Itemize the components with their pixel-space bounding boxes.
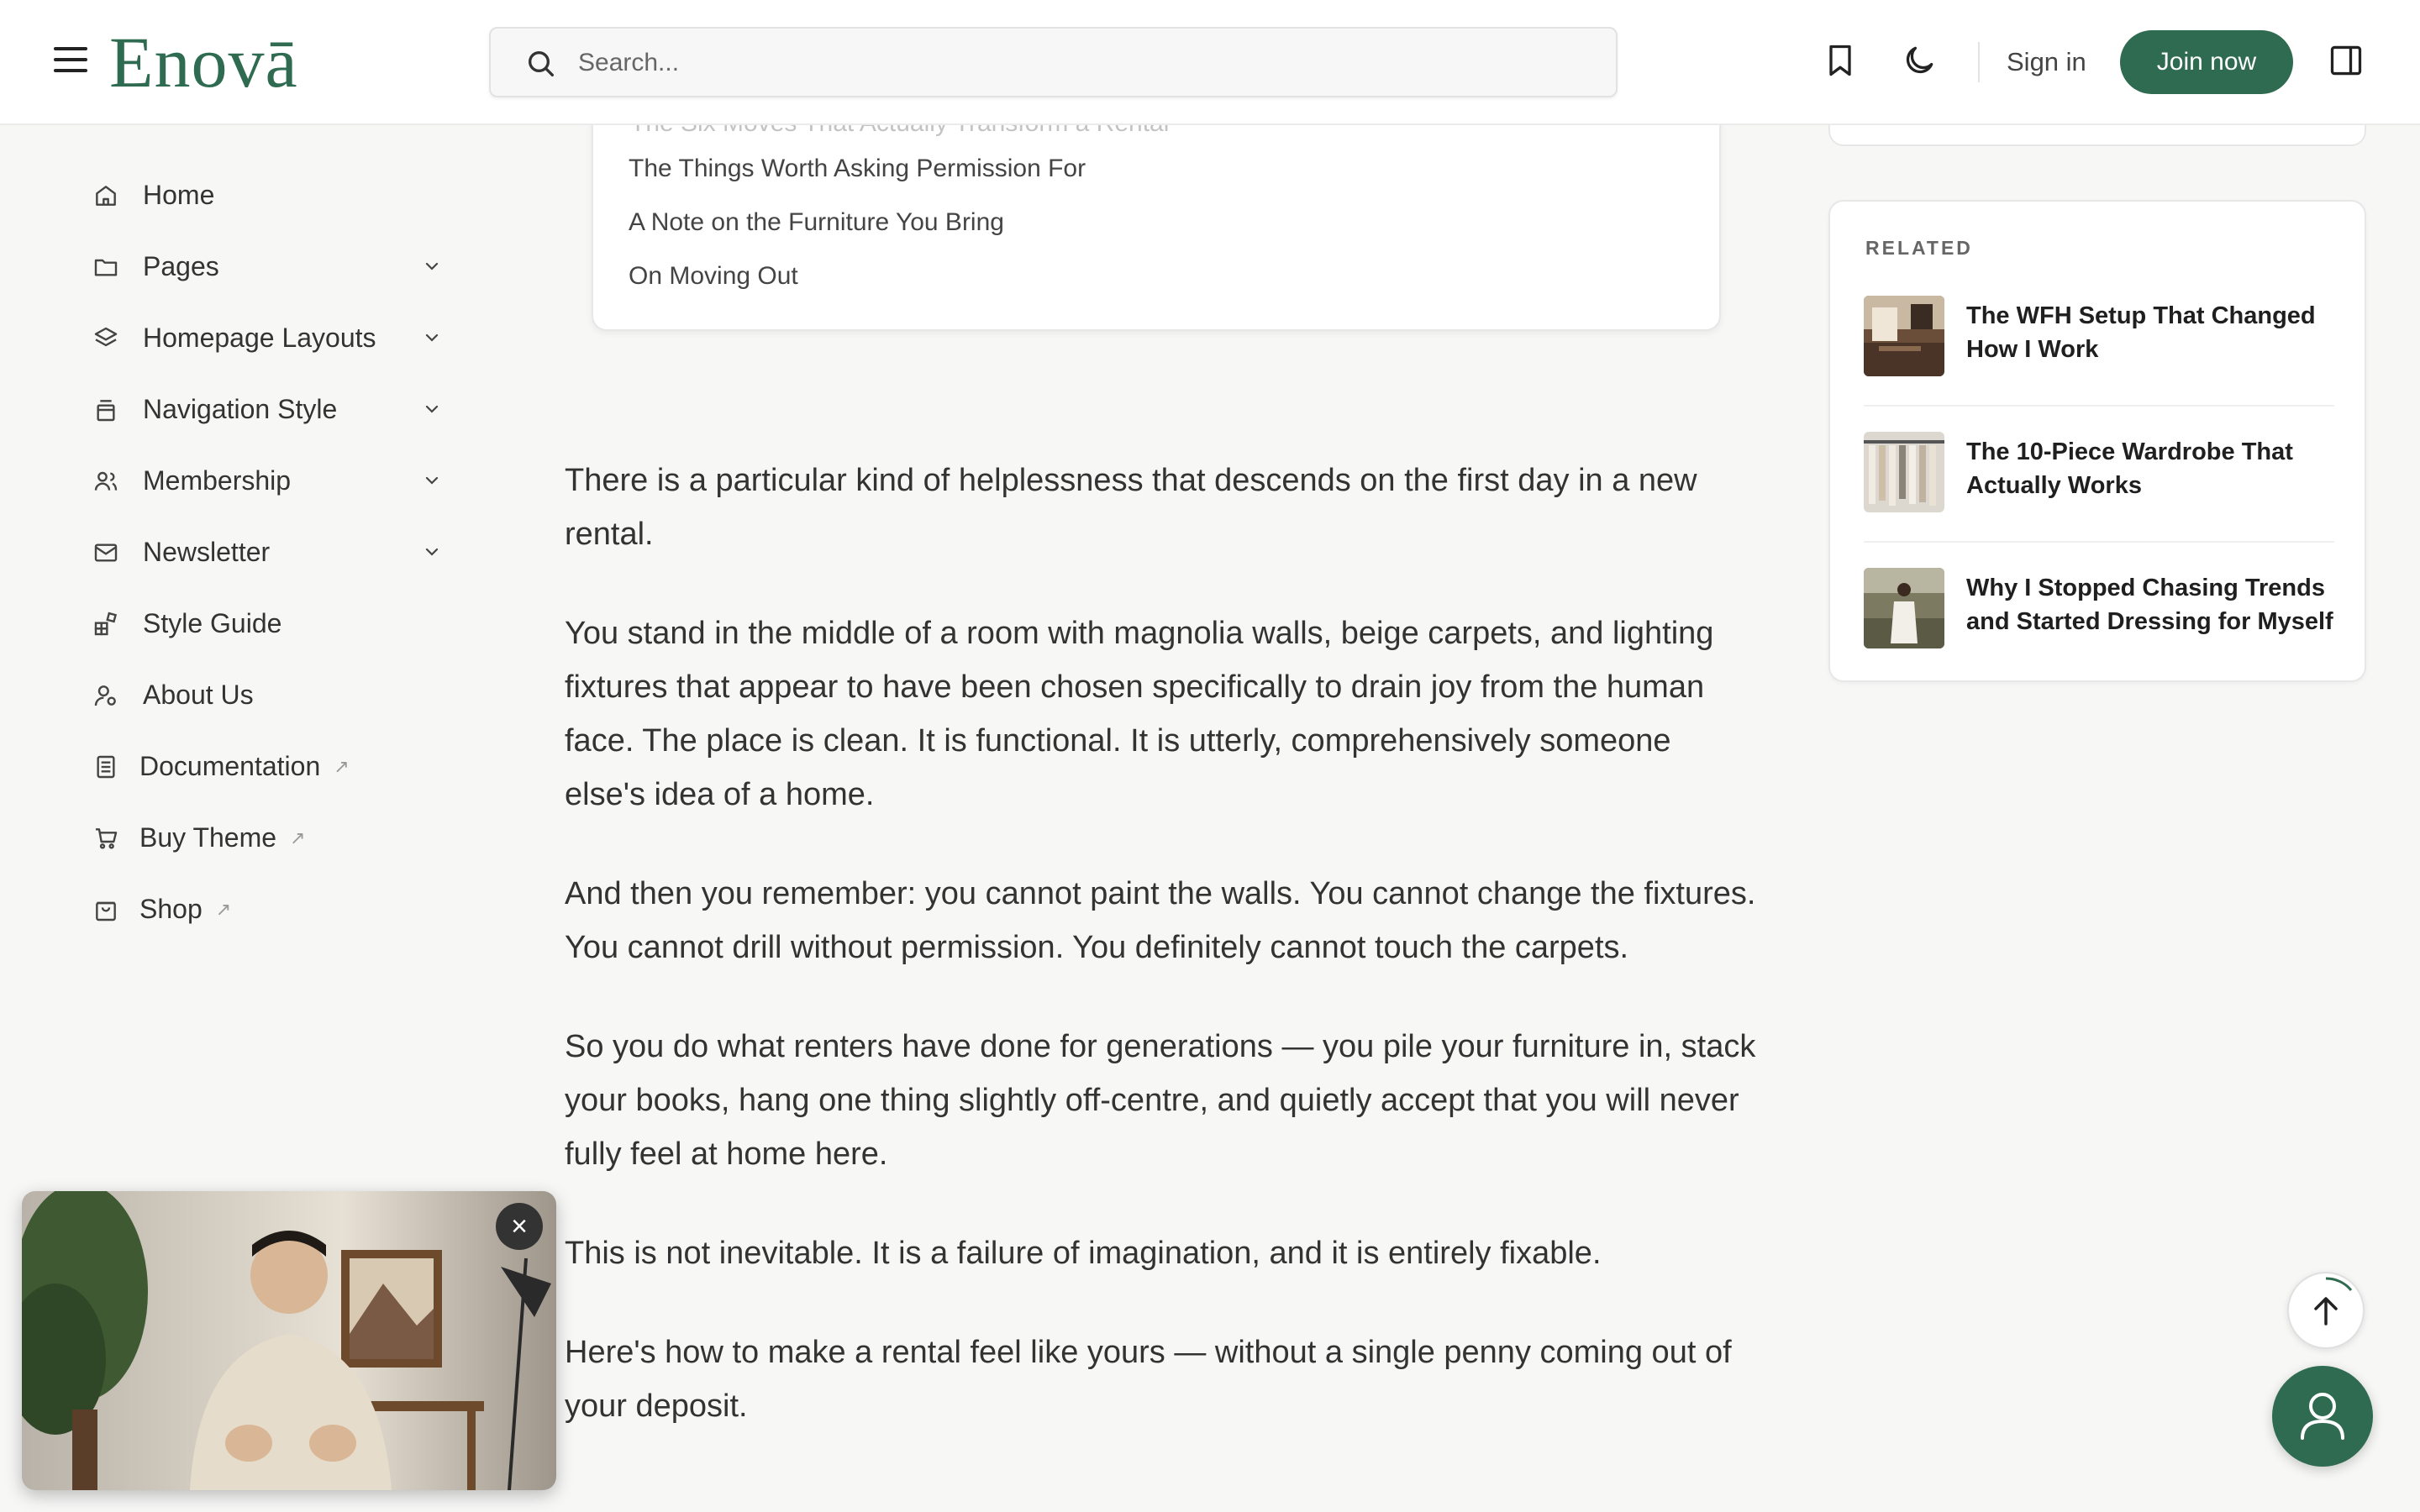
chevron-down-icon[interactable] <box>422 542 442 562</box>
join-now-button[interactable]: Join now <box>2120 30 2293 94</box>
article-paragraph: And then you remember: you cannot paint the walls. You cannot change the fixtures. You cannot drill without permission. You definitely cannot touch the carpets. <box>565 876 1756 965</box>
sidebar-item-documentation[interactable] <box>92 731 454 802</box>
related-post[interactable] <box>1864 296 2334 380</box>
toc-item[interactable]: The Things Worth Asking Permission For <box>629 155 1086 182</box>
user-icon <box>2272 1366 2373 1467</box>
sidebar-item-label: About Us <box>143 680 254 710</box>
article-paragraph: This is not inevitable. It is a failure of imagination, and it is entirely fixable. <box>565 1236 1602 1271</box>
sidebar-item-label: Style Guide <box>143 608 282 638</box>
search-bar[interactable] <box>489 27 1618 97</box>
external-link-icon: ↗ <box>215 898 232 920</box>
users-icon <box>92 468 119 495</box>
sidebar-toggle-icon[interactable] <box>2328 42 2365 79</box>
toc-item[interactable]: A Note on the Furniture You Bring <box>629 208 1004 236</box>
sidebar-item-label: Homepage Layouts <box>143 323 376 353</box>
article-body <box>565 454 1758 1478</box>
related-posts-card <box>1828 200 2366 682</box>
sidebar-item-shop[interactable] <box>92 874 454 945</box>
divider <box>1864 405 2334 407</box>
sidebar-item-label: Home <box>143 180 215 210</box>
navigation-icon <box>92 396 119 423</box>
document-icon <box>92 753 119 780</box>
related-post-thumbnail[interactable] <box>1864 568 1944 648</box>
related-post-title[interactable]: The WFH Setup That Changed How I Work <box>1966 302 2316 363</box>
moon-icon[interactable] <box>1901 42 1938 79</box>
site-logo[interactable]: Enovā <box>109 22 298 102</box>
search-input[interactable] <box>578 44 1570 82</box>
membership-fab[interactable] <box>2272 1366 2373 1467</box>
video-frame <box>22 1191 556 1490</box>
toc-item[interactable]: On Moving Out <box>629 262 798 290</box>
sidebar-item-home[interactable] <box>92 160 454 231</box>
sidebar-item-about-us[interactable] <box>92 659 454 731</box>
external-link-icon: ↗ <box>334 755 350 777</box>
chevron-down-icon[interactable] <box>422 399 442 419</box>
related-post[interactable] <box>1864 568 2334 652</box>
mail-icon <box>92 539 119 566</box>
search-icon <box>524 47 558 81</box>
chevron-down-icon[interactable] <box>422 328 442 348</box>
video-close-button[interactable]: × <box>496 1203 543 1250</box>
related-post-title[interactable]: The 10-Piece Wardrobe That Actually Works <box>1966 438 2293 499</box>
sidebar-item-newsletter[interactable] <box>92 517 454 588</box>
external-link-icon: ↗ <box>290 827 306 848</box>
related-post-thumbnail[interactable] <box>1864 296 1944 376</box>
article-paragraph: You stand in the middle of a room with magnolia walls, beige carpets, and lighting fixtures that appear to have been chosen specifically to drain joy from the human face. The place is clean. It is functional. It is utterly, comprehensively someone else's idea of a home. <box>565 616 1714 812</box>
sidebar-item-label: Newsletter <box>143 537 271 567</box>
chevron-down-icon[interactable] <box>422 256 442 276</box>
shopping-bag-icon <box>92 896 119 923</box>
header-divider <box>1978 42 1980 82</box>
chevron-down-icon[interactable] <box>422 470 442 491</box>
bookmark-icon[interactable] <box>1822 42 1859 79</box>
sidebar-nav <box>92 160 454 945</box>
related-heading: RELATED <box>1865 237 1973 259</box>
sidebar-item-label: Shop <box>139 894 203 924</box>
divider <box>1864 541 2334 543</box>
sidebar-item-label: Buy Theme <box>139 822 277 853</box>
menu-icon[interactable] <box>54 47 87 74</box>
cart-icon <box>92 825 119 852</box>
sidebar-item-membership[interactable] <box>92 445 454 517</box>
sign-in-link[interactable]: Sign in <box>2007 47 2086 76</box>
article-paragraph: Here's how to make a rental feel like yours — without a single penny coming out of your deposit. <box>565 1335 1732 1424</box>
home-icon <box>92 182 119 209</box>
sidebar-item-label: Pages <box>143 251 219 281</box>
site-header <box>0 0 2420 125</box>
arrow-up-icon <box>2289 1273 2363 1347</box>
related-post[interactable] <box>1864 432 2334 516</box>
sidebar-item-style-guide[interactable] <box>92 588 454 659</box>
scroll-to-top-button[interactable] <box>2287 1272 2365 1349</box>
sidebar-item-label: Navigation Style <box>143 394 338 424</box>
article-paragraph: So you do what renters have done for generations — you pile your furniture in, stack your books, hang one thing slightly off-centre, and quietly accept that you will never fully feel at home here. <box>565 1029 1756 1172</box>
video-player[interactable] <box>22 1191 556 1490</box>
sidebar-item-homepage-layouts[interactable] <box>92 302 454 374</box>
sidebar-item-buy-theme[interactable] <box>92 802 454 874</box>
sidebar-item-label: Membership <box>143 465 292 496</box>
layers-icon <box>92 325 119 352</box>
sidebar-item-pages[interactable] <box>92 231 454 302</box>
grid-icon <box>92 611 119 638</box>
article-paragraph: There is a particular kind of helplessness that descends on the first day in a new rental. <box>565 463 1697 552</box>
related-post-title[interactable]: Why I Stopped Chasing Trends and Started Dressing for Myself <box>1966 575 2333 635</box>
sidebar-item-navigation-style[interactable] <box>92 374 454 445</box>
folder-icon <box>92 254 119 281</box>
related-post-thumbnail[interactable] <box>1864 432 1944 512</box>
sidebar-item-label: Documentation <box>139 751 321 781</box>
user-icon <box>92 682 119 709</box>
